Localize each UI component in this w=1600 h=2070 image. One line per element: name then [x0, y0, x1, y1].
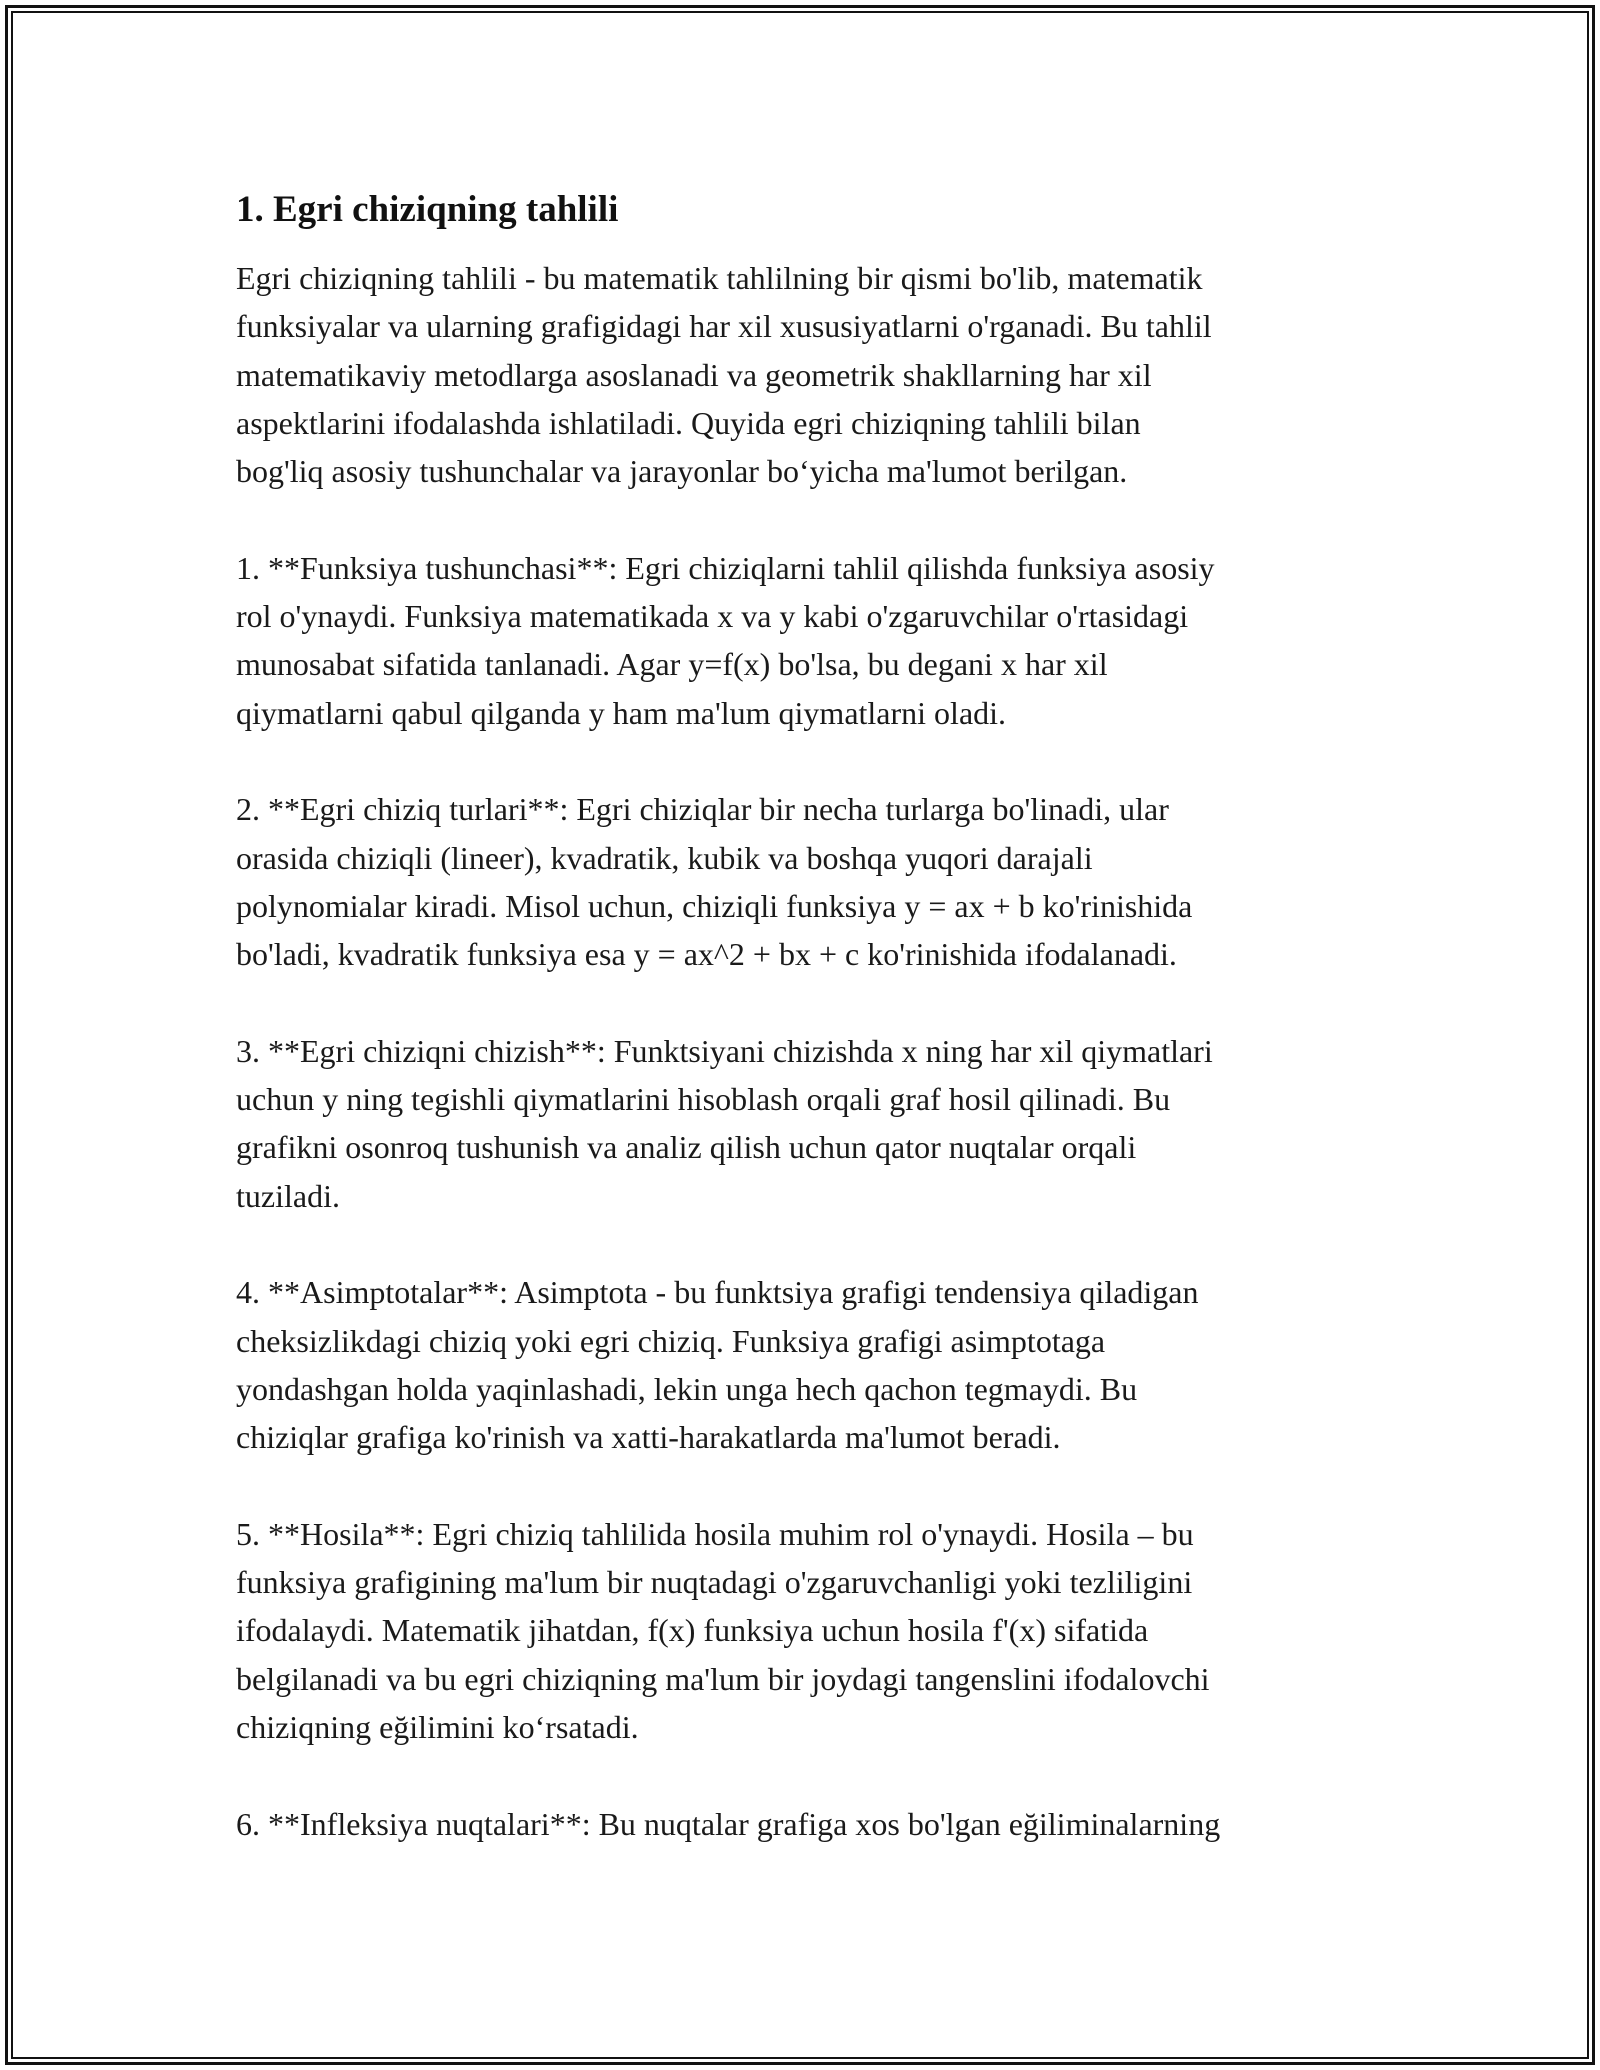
document-title: 1. Egri chiziqning tahlili — [236, 189, 619, 230]
paragraph-egri-chiziqni-chizish: 3. **Egri chiziqni chizish**: Funktsiyani chizishda x ning har xil qiymatlari uchun y ning tegishli qiymatlarini hisoblash orqali graf hosil qilinadi. Bu grafikni osonroq tushunish va analiz qilish uchun qator nuqtalar orqali tuziladi. — [236, 1032, 1213, 1214]
paragraph-egri-chiziq-turlari: 2. **Egri chiziq turlari**: Egri chiziqlar bir necha turlarga bo'linadi, ular orasida chiziqli (lineer), kvadratik, kubik va boshqa yuqori darajali polynomialar kiradi. Misol uchun, chiziqli funksiya y = ax + b ko'rinishida bo'ladi, kvadratik funksiya esa y = ax^2 + bx + c ko'rinishida ifodalanadi. — [236, 791, 1193, 973]
document-body — [236, 186, 1376, 1896]
paragraph-hosila: 5. **Hosila**: Egri chiziq tahlilida hosila muhim rol o'ynaydi. Hosila – bu funksiya grafigining ma'lum bir nuqtadagi o'zgaruvchanligi yoki tezliligini ifodalaydi. Matematik jihatdan, f(x) funksiya uchun hosila f'(x) sifatida belgilanadi va bu egri chiziqning ma'lum bir joydagi tangenslini ifodalovchi chiziqning eğilimini ko‘rsatadi. — [236, 1515, 1210, 1745]
intro-paragraph: Egri chiziqning tahlili - bu matematik tahlilning bir qismi bo'lib, matematik funksiyalar va ularning grafigidagi har xil xususiyatlarni o'rganadi. Bu tahlil matematikaviy metodlarga asoslanadi va geometrik shakllarning har xil aspektlarini ifodalashda ishlatiladi. Quyida egri chiziqning tahlili bilan bog'liq asosiy tushunchalar va jarayonlar bo‘yicha ma'lumot berilgan. — [236, 260, 1212, 490]
paragraph-asimptotalar: 4. **Asimptotalar**: Asimptota - bu funktsiya grafigi tendensiya qiladigan cheksizlikdagi chiziq yoki egri chiziq. Funksiya grafigi asimptotaga yondashgan holda yaqinlashadi, lekin unga hech qachon tegmaydi. Bu chiziqlar grafiga ko'rinish va xatti-harakatlarda ma'lumot beradi. — [236, 1274, 1199, 1456]
paragraph-funksiya-tushunchasi: 1. **Funksiya tushunchasi**: Egri chiziqlarni tahlil qilishda funksiya asosiy rol o'ynaydi. Funksiya matematikada x va y kabi o'zgaruvchilar o'rtasidagi munosabat sifatida tanlanadi. Agar y=f(x) bo'lsa, bu degani x har xil qiymatlarni qabul qilganda y ham ma'lum qiymatlarni oladi. — [236, 549, 1215, 731]
paragraph-infleksiya-nuqtalari: 6. **Infleksiya nuqtalari**: Bu nuqtalar grafiga xos bo'lgan eğiliminalarning — [236, 1805, 1221, 1842]
